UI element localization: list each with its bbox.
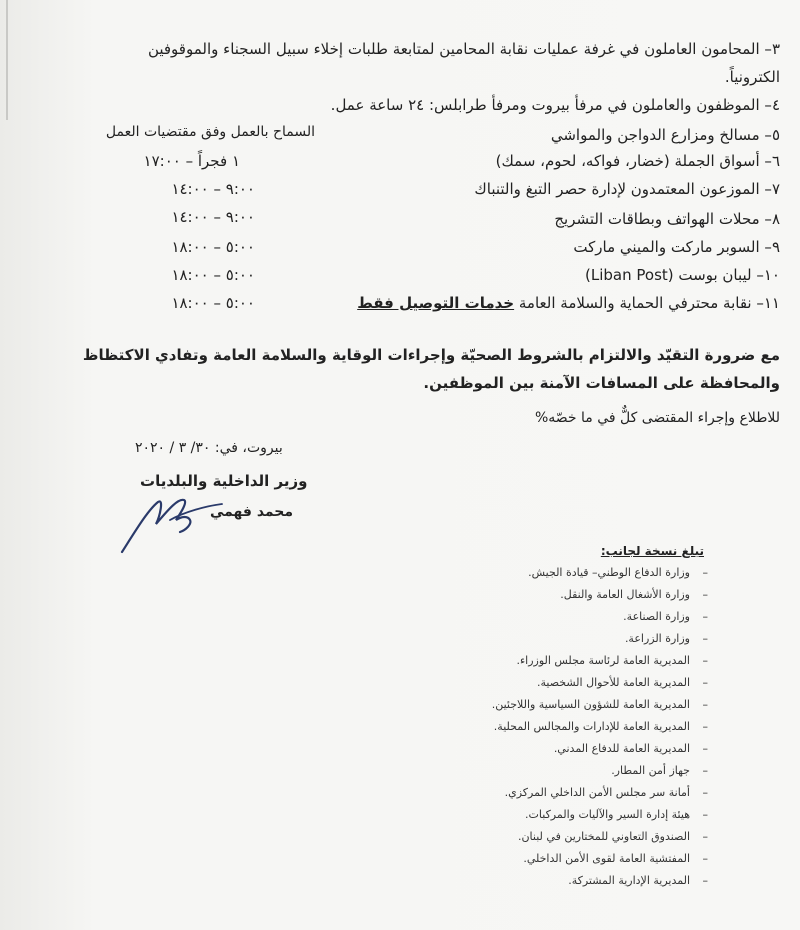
distribution-item-label: المفتشية العامة لقوى الأمن الداخلي. — [523, 852, 690, 865]
distribution-bullet: – — [702, 764, 708, 777]
item-3-line-2: الكترونياً. — [724, 68, 780, 86]
item-11-time: ٥:٠٠ – ١٨:٠٠ — [171, 294, 255, 312]
distribution-heading: تبلغ نسخة لجانب: — [600, 544, 704, 558]
item-9-time: ٥:٠٠ – ١٨:٠٠ — [171, 238, 255, 256]
signature-date: بيروت، في: ٣٠/ ٣ / ٢٠٢٠ — [135, 440, 283, 456]
distribution-item-label: أمانة سر مجلس الأمن الداخلي المركزي. — [504, 786, 690, 799]
distribution-bullet: – — [702, 610, 708, 623]
item-7-time: ٩:٠٠ – ١٤:٠٠ — [171, 180, 255, 198]
distribution-item — [518, 830, 690, 843]
distribution-bullet: – — [702, 632, 708, 645]
distribution-bullet: – — [702, 742, 708, 755]
signature-name: محمد فهمي — [210, 504, 294, 520]
item-7: ٧– الموزعون المعتمدون لإدارة حصر التبغ والتنباك — [474, 180, 780, 198]
item-6-time: ١ فجراً – ١٧:٠٠ — [143, 152, 240, 170]
distribution-bullet: – — [702, 698, 708, 711]
distribution-bullet: – — [702, 830, 708, 843]
item-4: ٤– الموظفون والعاملون في مرفأ بيروت ومرفأ طرابلس: ٢٤ ساعة عمل. — [330, 96, 780, 114]
page-edge-line — [6, 0, 8, 120]
item-5: ٥– مسالخ ومزارع الدواجن والمواشي — [550, 126, 780, 144]
distribution-item — [611, 764, 690, 777]
item-3-line-1: ٣– المحامون العاملون في غرفة عمليات نقابة المحامين لمتابعة طلبات إخلاء سبيل السجناء والموقوفين — [147, 40, 780, 58]
distribution-item — [560, 588, 690, 601]
item-9: ٩– السوبر ماركت والميني ماركت — [573, 238, 780, 256]
distribution-item-label: المديرية العامة للدفاع المدني. — [553, 742, 690, 755]
item-10: ١٠– ليبان بوست (Liban Post) — [585, 266, 780, 284]
distribution-item-label: جهاز أمن المطار. — [611, 764, 690, 777]
work-permit-header: السماح بالعمل وفق مقتضيات العمل — [105, 124, 315, 140]
distribution-item — [494, 720, 690, 733]
signature-title: وزير الداخلية والبلديات — [140, 472, 308, 490]
distribution-bullet: – — [702, 874, 708, 887]
item-11-prefix: ١١– نقابة محترفي الحماية والسلامة العامة — [518, 294, 780, 312]
distribution-item-label: وزارة الدفاع الوطني– قيادة الجيش. — [528, 566, 690, 579]
distribution-item-label: وزارة الأشغال العامة والنقل. — [560, 588, 690, 601]
distribution-item — [523, 852, 690, 865]
distribution-item-label: وزارة الصناعة. — [623, 610, 690, 623]
distribution-item — [625, 632, 690, 645]
distribution-item-label: المديرية العامة لرئاسة مجلس الوزراء. — [516, 654, 690, 667]
item-6: ٦– أسواق الجملة (خضار، فواكه، لحوم، سمك) — [495, 152, 780, 170]
distribution-item-label: الصندوق التعاوني للمختارين في لبنان. — [517, 830, 690, 843]
distribution-item — [516, 654, 690, 667]
distribution-item-label: المديرية العامة للشؤون السياسية واللاجئين. — [491, 698, 690, 711]
distribution-bullet: – — [702, 852, 708, 865]
distribution-item — [623, 610, 690, 623]
handwritten-signature — [118, 490, 228, 560]
notice-line-1: مع ضرورة التقيّد والالتزام بالشروط الصحيّة وإجراءات الوقاية والسلامة العامة وتفادي الاكتظاظ — [82, 346, 780, 364]
item-8: ٨– محلات الهواتف وبطاقات التشريج — [554, 210, 780, 228]
distribution-item — [492, 698, 690, 711]
distribution-bullet: – — [702, 588, 708, 601]
distribution-bullet: – — [702, 808, 708, 821]
distribution-item-label: هيئة إدارة السير والآليات والمركبات. — [525, 808, 690, 821]
item-10-time: ٥:٠٠ – ١٨:٠٠ — [171, 266, 255, 284]
notice-line-3: للاطلاع وإجراء المقتضى كلٌّ في ما خصّه% — [534, 410, 780, 426]
distribution-item — [568, 874, 690, 887]
item-11-delivery-only: خدمات التوصيل فقط — [357, 294, 515, 312]
distribution-item-label: المديرية الإدارية المشتركة. — [568, 874, 690, 887]
distribution-item — [554, 742, 690, 755]
item-11 — [357, 294, 780, 312]
item-8-time: ٩:٠٠ – ١٤:٠٠ — [171, 208, 255, 226]
distribution-item — [537, 676, 690, 689]
distribution-bullet: – — [702, 720, 708, 733]
notice-line-2: والمحافظة على المسافات الآمنة بين الموظفين. — [423, 374, 780, 392]
distribution-item — [528, 566, 690, 579]
distribution-bullet: – — [702, 786, 708, 799]
distribution-bullet: – — [702, 676, 708, 689]
distribution-bullet: – — [702, 654, 708, 667]
distribution-item-label: وزارة الزراعة. — [624, 632, 690, 645]
distribution-item — [505, 786, 690, 799]
distribution-bullet: – — [702, 566, 708, 579]
distribution-item-label: المديرية العامة للإدارات والمجالس المحلية. — [493, 720, 690, 733]
distribution-item — [525, 808, 690, 821]
distribution-item-label: المديرية العامة للأحوال الشخصية. — [537, 676, 690, 689]
